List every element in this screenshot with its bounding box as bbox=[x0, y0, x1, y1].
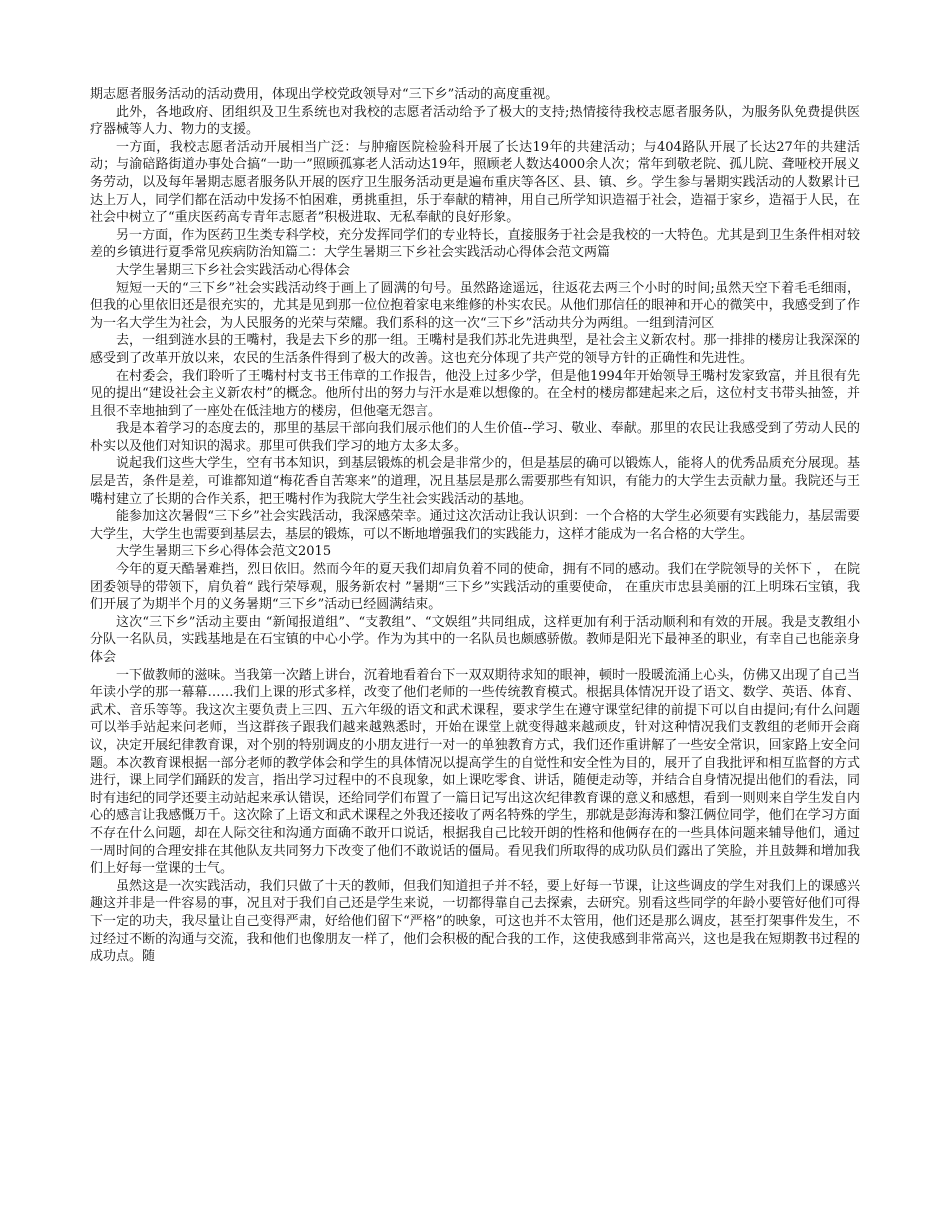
document-body bbox=[90, 86, 860, 966]
paragraph: 能参加这次暑假“三下乡”社会实践活动，我深感荣幸。通过这次活动让我认识到：一个合格的大学生必须要有实践能力，基层需要大学生，大学生也需要到基层去，基层的锻炼，可以不断地增强我们的实践能力，这样才能成为一名合格的大学生。 bbox=[90, 509, 860, 542]
paragraph: 在村委会，我们聆听了王嘴村村支书王伟章的工作报告，他没上过多少学，但是他1994年开始领导王嘴村发家致富，并且很有先见的提出“建设社会主义新农村”的概念。他所付出的努力与汗水是难以想像的。在全村的楼房都建起来之后，这位村支书带头抽签，并且很不幸地抽到了一座处在低洼地方的楼房，但他毫无怨言。 bbox=[90, 368, 860, 419]
paragraph: 今年的夏天酷暑难挡，烈日依旧。然而今年的夏天我们却肩负着不同的使命，拥有不同的感动。我们在学院领导的关怀下 ， 在院团委领导的带领下，肩负着“ 践行荣辱观，服务新农村 ”暑期“三下乡”实践活动的重要使命， 在重庆市忠县美丽的江上明珠石宝镇，我们开展了为期半个月的义务暑期“三下乡”活动已经圆满结束。 bbox=[90, 562, 860, 613]
paragraph: 我是本着学习的态度去的，那里的基层干部向我们展示他们的人生价值--学习、敬业、奉献。那里的农民让我感受到了劳动人民的朴实以及他们对知识的渴求。那里可供我们学习的地方太多太多。 bbox=[90, 421, 860, 454]
paragraph: 此外，各地政府、团组织及卫生系统也对我校的志愿者活动给予了极大的支持;热情接待我校志愿者服务队，为服务队免费提供医疗器械等人力、物力的支援。 bbox=[90, 104, 860, 138]
paragraph: 短短一天的“三下乡”社会实践活动终于画上了圆满的句号。虽然路途遥远，往返花去两三个小时的时间;虽然天空下着毛毛细雨，但我的心里依旧还是很充实的，尤其是见到那一位位抱着家电来维修的朴实农民。从他们那信任的眼神和开心的微笑中，我感受到了作为一名大学生为社会，为人民服务的光荣与荣耀。我们系科的这一次“三下乡”活动共分为两组。一组到清河区 bbox=[90, 280, 860, 331]
paragraph: 这次“三下乡”活动主要由 “新闻报道组”、“支教组”、“文娱组”共同组成，这样更加有利于活动顺利和有效的开展。我是支教组小分队一名队员，实践基地是在石宝镇的中心小学。作为为其中的一名队员也颇感骄傲。教师是阳光下最神圣的职业，有幸自己也能亲身体会 bbox=[90, 614, 860, 665]
section-heading: 大学生暑期三下乡社会实践活动心得体会 bbox=[116, 262, 351, 278]
paragraph: 一下做教师的滋味。当我第一次踏上讲台，沉着地看着台下一双双期待求知的眼神，顿时一股暖流涌上心头，仿佛又出现了自己当年读小学的那一幕幕……我们上课的形式多样，改变了他们老师的一些传统教育模式。根据具体情况开设了语文、数学、英语、体育、武术、音乐等等。我这次主要负责上三四、五六年级的语文和武术课程，要求学生在遵守课堂纪律的前提下可以自由提问;有什么问题可以举手站起来问老师，当这群孩子跟我们越来越熟悉时，开始在课堂上就变得越来越顽皮，针对这种情况我们支教组的老师开会商议，决定开展纪律教育课，对个别的特别调皮的小朋友进行一对一的单独教育方式，我们还作重讲解了一些安全常识，回家路上安全问题。本次教育课根据一部分老师的教学体会和学生的具体情况以提高学生的自觉性和安全性为目的，展开了自我批评和相互监督的方式进行，课上同学们踊跃的发言，指出学习过程中的不良现象，如上课吃零食、讲话，随便走动等，并结合自身情况提出他们的看法，同时有违纪的同学还要主动站起来承认错误，还给同学们布置了一篇日记写出这次纪律教育课的意义和感想，看到一则则来自学生发自内心的感言让我感慨万千。这次除了上语文和武术课程之外我还接收了两名特殊的学生，那就是彭海涛和黎江俩位同学，他们在学习方面不存在什么问题，却在人际交往和沟通方面确不敢开口说话，根据我自己比较开朗的性格和他俩存在的一些具体问题来辅导他们，通过一周时间的合理安排在其他队友共同努力下改变了他们不敢说话的僵局。看见我们所取得的成功队员们露出了笑脸，并且鼓舞和增加我们上好每一堂课的士气。 bbox=[90, 667, 860, 877]
paragraph: 说起我们这些大学生，空有书本知识，到基层锻炼的机会是非常少的，但是基层的确可以锻炼人，能将人的优秀品质充分展现。基层是苦，条件是差，可谁都知道“梅花香自苦寒来”的道理，况且基层是那么需要那些有知识，有能力的大学生去贡献力量。我院还与王嘴村建立了长期的合作关系，把王嘴村作为我院大学生社会实践活动的基地。 bbox=[90, 456, 860, 507]
paragraph: 期志愿者服务活动的活动费用，体现出学校党政领导对“三下乡”活动的高度重视。 bbox=[90, 87, 559, 102]
paragraph: 一方面，我校志愿者活动开展相当广泛：与肿瘤医院检验科开展了长达19年的共建活动；与404路队开展了长达27年的共建活动；与渝碚路街道办事处合搞“一助一”照顾孤寡老人活动达19年，照顾老人数达4000余人次；常年到敬老院、孤儿院、聋哑校开展义务劳动，以及每年暑期志愿者服务队开展的医疗卫生服务活动更是遍布重庆等各区、县、镇、乡。学生参与暑期实践活动的人数累计已达上万人，同学们都在活动中发扬不怕困难，勇挑重担，乐于奉献的精神，用自己所学知识造福于社会，造福于家乡，造福于人民，在社会中树立了“重庆医药高专青年志愿者”积极进取、无私奉献的良好形象。 bbox=[90, 139, 860, 226]
paragraph: 去，一组到涟水县的王嘴村，我是去下乡的那一组。王嘴村是我们苏北先进典型，是社会主义新农村。那一排排的楼房让我深深的感受到了改革开放以来，农民的生活条件得到了极大的改善。这也充分体现了共产党的领导方针的正确性和先进性。 bbox=[90, 333, 860, 366]
paragraph: 虽然这是一次实践活动，我们只做了十天的教师，但我们知道担子并不轻，要上好每一节课，让这些调皮的学生对我们上的课感兴趣这并非是一件容易的事，况且对于我们自己还是学生来说，一切都得靠自己去探索，去研究。别看这些同学的年龄小要管好他们可得下一定的功夫，我尽量让自己变得严肃，好给他们留下“严格”的映象，可这也并不太管用，他们还是那么调皮，甚至打架事件发生，不过经过不断的沟通与交流，我和他们也像朋友一样了，他们会积极的配合我的工作，这使我感到非常高兴，这也是我在短期教书过程的成功点。随 bbox=[90, 878, 860, 965]
paragraph: 另一方面，作为医药卫生类专科学校，充分发挥同学们的专业特长，直接服务于社会是我校的一大特色。尤其是到卫生条件相对较差的乡镇进行夏季常见疾病防治知篇二：大学生暑期三下乡社会实践活动心得体会范文两篇 bbox=[90, 227, 860, 261]
section-heading: 大学生暑期三下乡心得体会范文2015 bbox=[116, 544, 332, 560]
